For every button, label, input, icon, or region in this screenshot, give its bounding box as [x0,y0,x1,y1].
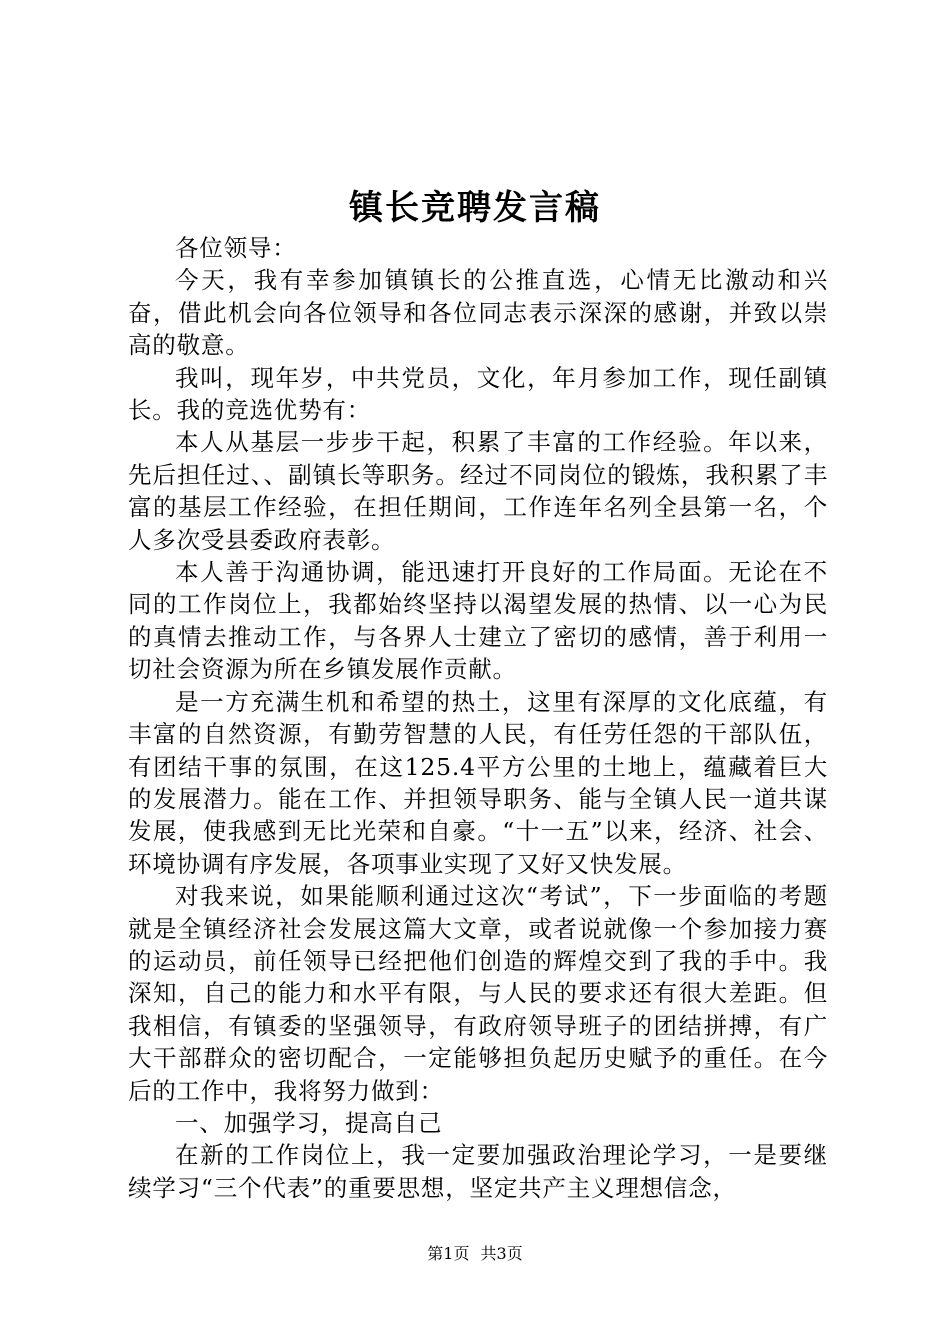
page-total: 共3页 [480,1244,523,1263]
paragraph: 在新的工作岗位上，我一定要加强政治理论学习，一是要继续学习“三个代表”的重要思想，坚定共产主义理想信念， [128,1141,828,1202]
paragraph: 是一方充满生机和希望的热土，这里有深厚的文化底蕴，有丰富的自然资源，有勤劳智慧的人民，有任劳任怨的干部队伍，有团结干事的氛围，在这125.4平方公里的土地上，蕴藏着巨大的发展潜力。能在工作、并担领导职务、能与全镇人民一道共谋发展，使我感到无比光荣和自豪。“十一五”以来，经济、社会、环境协调有序发展，各项事业实现了又好又快发展。 [128,687,828,878]
paragraph: 本人善于沟通协调，能迅速打开良好的工作局面。无论在不同的工作岗位上，我都始终坚持以渴望发展的热情、以一心为民的真情去推动工作，与各界人士建立了密切的感情，善于利用一切社会资源为所在乡镇发展作贡献。 [128,558,828,684]
section-heading: 一、加强学习，提高自己 [175,1108,443,1137]
document-title: 镇长竞聘发言稿 [349,188,601,228]
paragraph: 我叫，现年岁，中共党员，文化，年月参加工作，现任副镇长。我的竞选优势有： [128,363,828,425]
page-number: 第1页 [427,1244,470,1263]
document-body [128,232,828,1204]
page-footer [0,1243,950,1265]
paragraph: 对我来说，如果能顺利通过这次“考试”，下一步面临的考题就是全镇经济社会发展这篇大文章，或者说就像一个参加接力赛的运动员，前任领导已经把他们创造的辉煌交到了我的手中。我深知，自己的能力和水平有限，与人民的要求还有很大差距。但我相信，有镇委的坚强领导，有政府领导班子的团结拼搏，有广大干部群众的密切配合，一定能够担负起历史赋予的重任。在今后的工作中，我将努力做到： [128,882,828,1105]
paragraph-salutation: 各位领导： [175,234,297,262]
paragraph: 本人从基层一步步干起，积累了丰富的工作经验。年以来，先后担任过、、副镇长等职务。经过不同岗位的锻炼，我积累了丰富的基层工作经验，在担任期间，工作连年名列全县第一名，个人多次受县委政府表彰。 [128,428,828,554]
paragraph: 今天，我有幸参加镇镇长的公推直选，心情无比激动和兴奋，借此机会向各位领导和各位同志表示深深的感谢，并致以崇高的敬意。 [128,266,828,360]
